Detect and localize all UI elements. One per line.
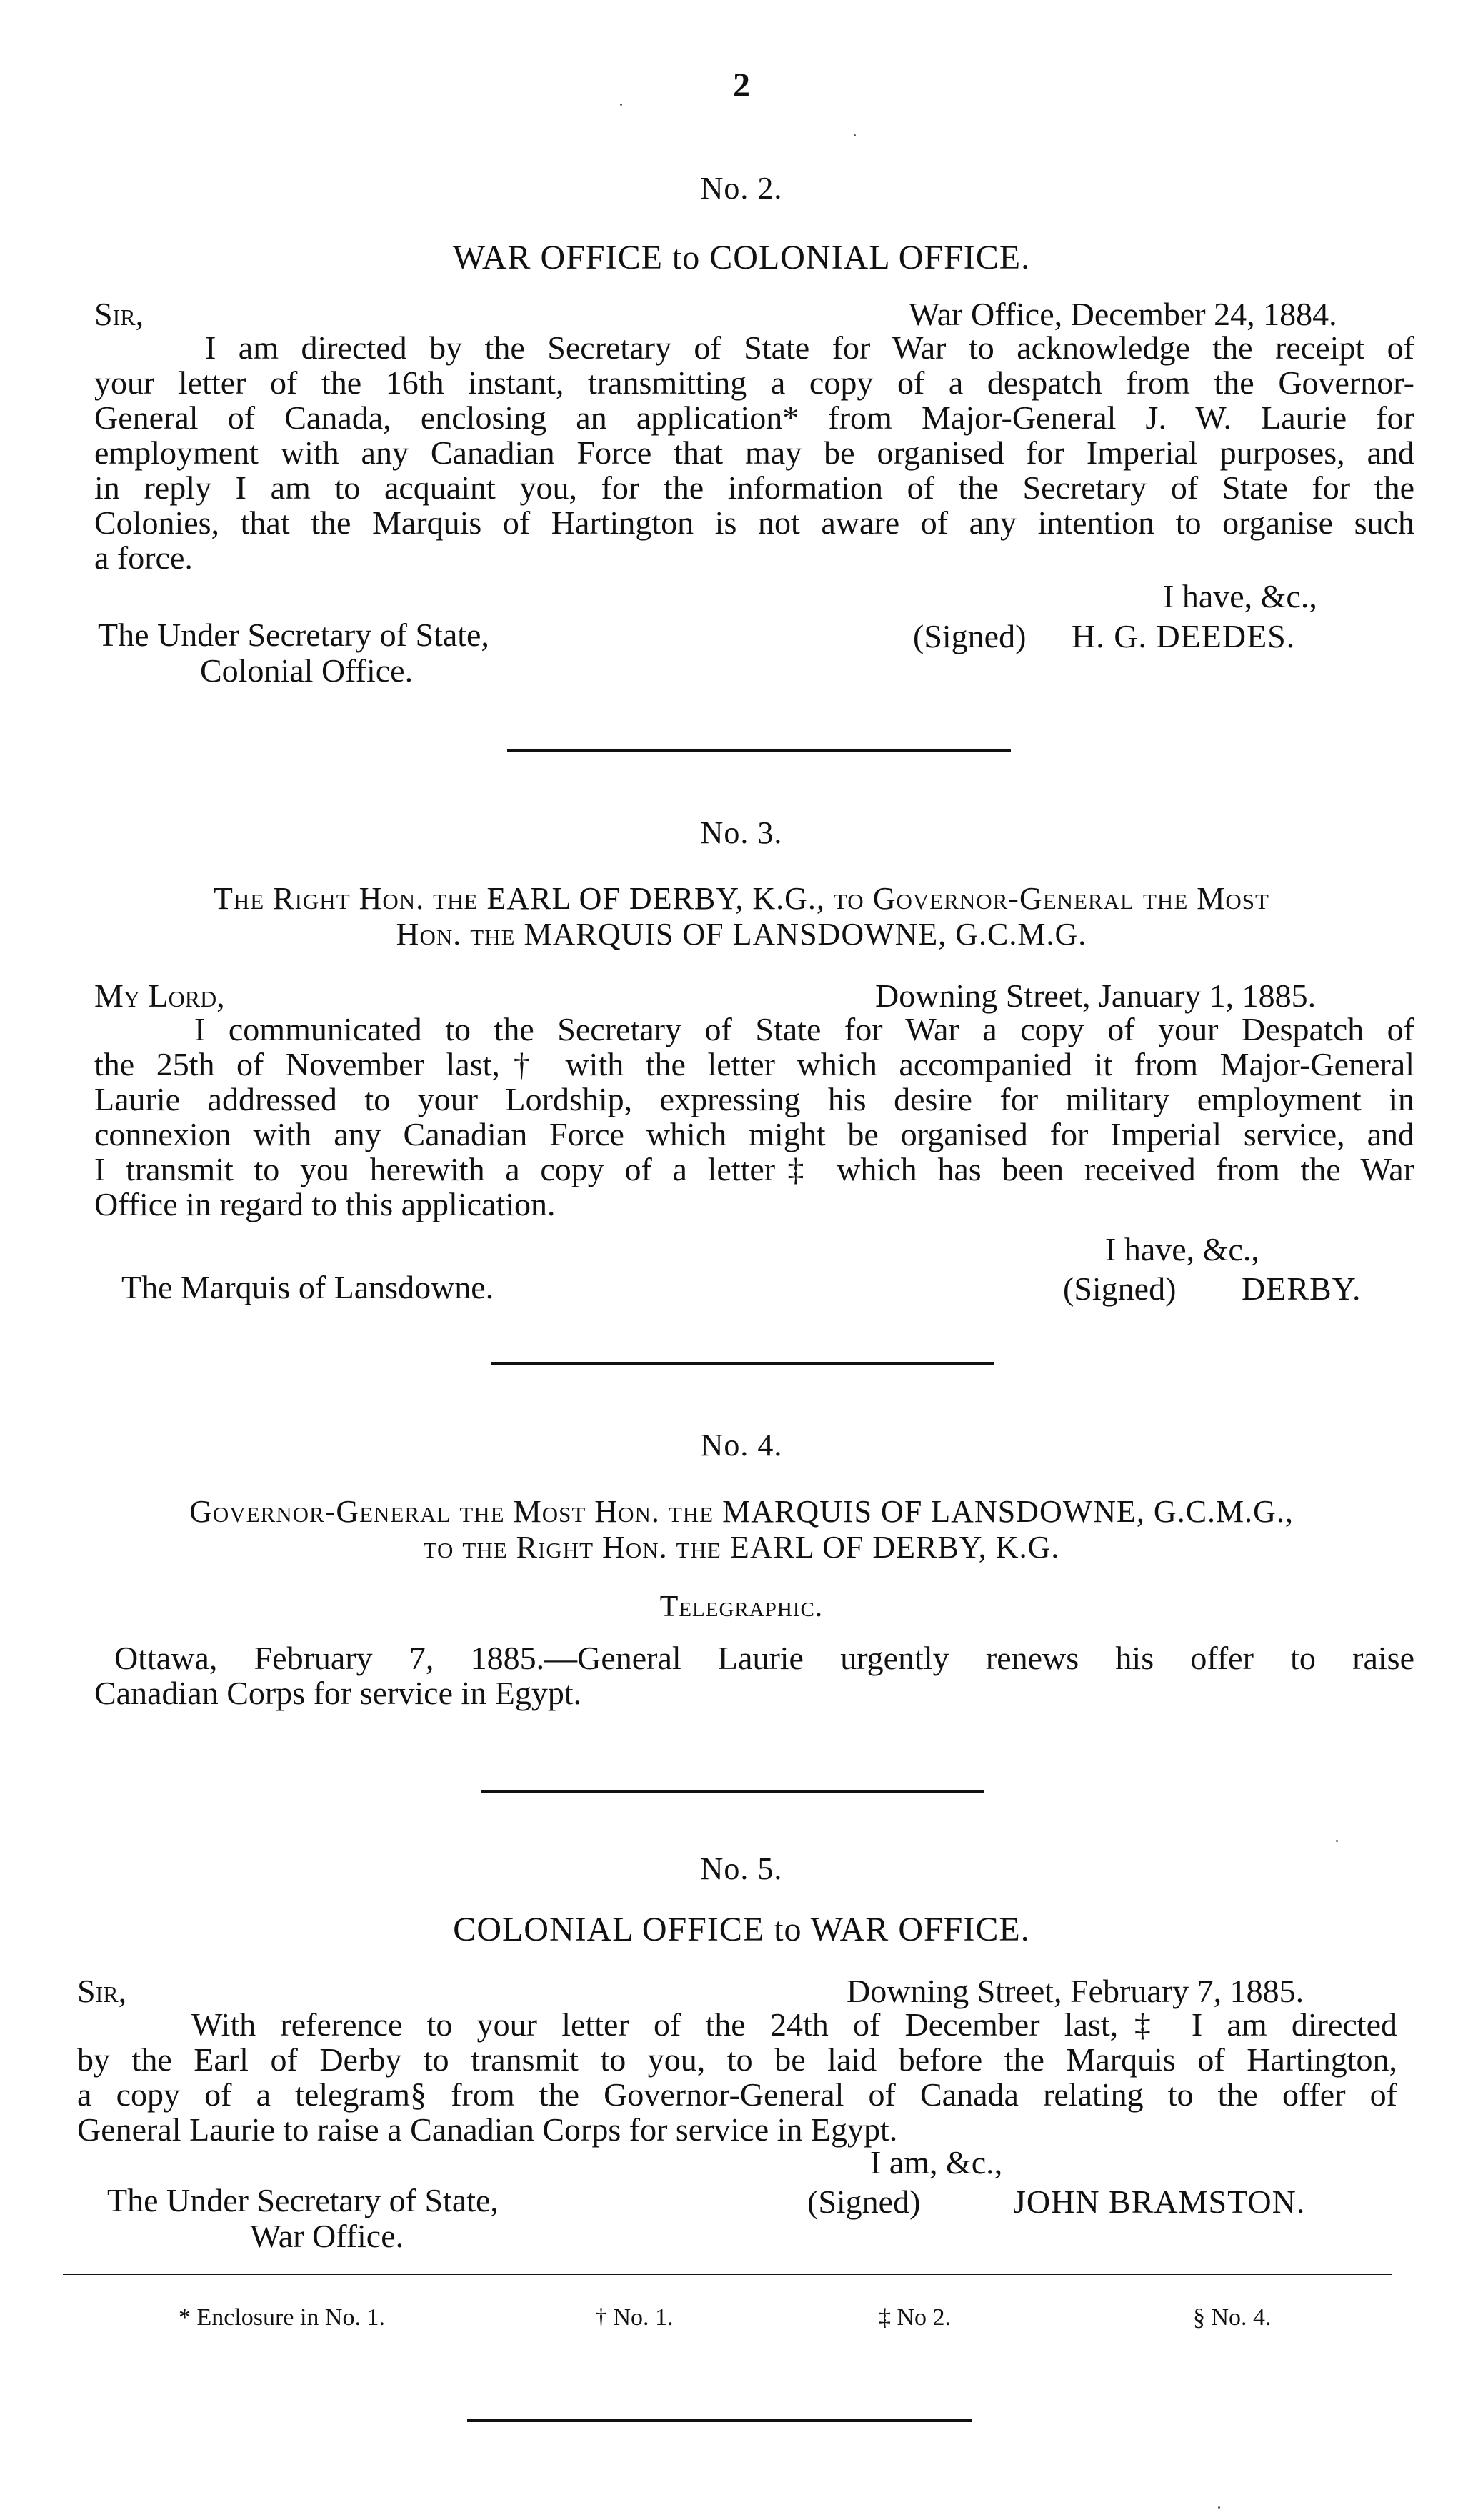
- section-heading: Hon. the MARQUIS OF LANSDOWNE, G.C.M.G.: [396, 917, 1087, 952]
- telegraphic-subheading: Telegraphic.: [659, 1590, 824, 1623]
- scan-speck: [854, 134, 856, 136]
- body-line: With reference to your letter of the 24th of December last,‡ I am directed: [191, 2006, 1397, 2043]
- addressee-line: The Under Secretary of State,: [107, 2182, 499, 2218]
- footnote: § No. 4.: [1193, 2304, 1272, 2331]
- section-heading: to the Right Hon. the EARL OF DERBY, K.G.: [423, 1530, 1060, 1565]
- addressee-line: War Office.: [250, 2218, 404, 2254]
- salutation: My Lord,: [94, 977, 225, 1014]
- salutation: Sir,: [94, 296, 144, 332]
- section-divider: [481, 1790, 984, 1793]
- signed-label: (Signed): [1063, 1270, 1177, 1307]
- addressee-line: The Under Secretary of State,: [98, 617, 489, 653]
- scan-speck: [1336, 1840, 1338, 1842]
- letter-body: [94, 330, 1414, 575]
- body-line: I communicated to the Secretary of State for War a copy of your Despatch of: [194, 1011, 1414, 1047]
- closing: I have, &c.,: [1105, 1231, 1259, 1268]
- section-number: No. 4.: [700, 1428, 783, 1463]
- section-divider: [507, 749, 1011, 752]
- body-line: in reply I am to acquaint you, for the information of the Secretary of State for the: [94, 469, 1414, 506]
- section-number: No. 2.: [700, 171, 783, 206]
- body-line: employment with any Canadian Force that may be organised for Imperial purposes, and: [94, 434, 1414, 471]
- signed-label: (Signed): [913, 618, 1027, 654]
- scan-speck: [620, 104, 622, 106]
- section-number: No. 3.: [700, 815, 783, 850]
- body-line: Office in regard to this application.: [94, 1186, 556, 1222]
- body-line: Laurie addressed to your Lordship, expressing his desire for military employment in: [94, 1081, 1414, 1117]
- closing: I have, &c.,: [1163, 578, 1317, 614]
- body-line: a force.: [94, 539, 193, 576]
- letter-body: [94, 1012, 1414, 1222]
- section-heading: Governor-General the Most Hon. the MARQUIS OF LANSDOWNE, G.C.M.G.,: [189, 1494, 1294, 1529]
- telegram-body: [94, 1640, 1414, 1710]
- addressee-line: The Marquis of Lansdowne.: [121, 1269, 494, 1305]
- body-line: your letter of the 16th instant, transmitting a copy of a despatch from the Governor-: [94, 364, 1414, 401]
- scan-speck: [1218, 2506, 1220, 2509]
- page-end-rule: [467, 2419, 972, 2422]
- section-heading: COLONIAL OFFICE to WAR OFFICE.: [453, 1911, 1030, 1948]
- body-line: Canadian Corps for service in Egypt.: [94, 1675, 582, 1711]
- section-heading: WAR OFFICE to COLONIAL OFFICE.: [452, 239, 1031, 277]
- footnote: ‡ No 2.: [879, 2304, 952, 2331]
- section-number: No. 5.: [700, 1851, 783, 1886]
- body-line: the 25th of November last,† with the letter which accompanied it from Major-General: [94, 1046, 1414, 1082]
- signatory: DERBY.: [1242, 1270, 1362, 1307]
- closing: I am, &c.,: [870, 2144, 1003, 2181]
- body-line: Colonies, that the Marquis of Hartington is not aware of any intention to organise such: [94, 504, 1414, 541]
- body-line: I transmit to you herewith a copy of a letter‡ which has been received from the War: [94, 1151, 1414, 1187]
- footnote: † No. 1.: [595, 2304, 674, 2331]
- dateline: Downing Street, January 1, 1885.: [875, 977, 1317, 1014]
- signatory: H. G. DEEDES.: [1072, 618, 1296, 654]
- body-line: connexion with any Canadian Force which might be organised for Imperial service, and: [94, 1116, 1414, 1152]
- dateline: War Office, December 24, 1884.: [909, 296, 1337, 332]
- letter-body: [77, 2007, 1397, 2147]
- body-line: Ottawa, February 7, 1885.—General Laurie urgently renews his offer to raise: [114, 1640, 1414, 1676]
- section-divider: [491, 1362, 994, 1365]
- addressee-line: Colonial Office.: [200, 652, 414, 689]
- body-line: by the Earl of Derby to transmit to you, to be laid before the Marquis of Hartington,: [77, 2041, 1397, 2078]
- salutation: Sir,: [77, 1973, 127, 2009]
- body-line: General of Canada, enclosing an application* from Major-General J. W. Laurie for: [94, 399, 1414, 436]
- signed-label: (Signed): [807, 2183, 921, 2220]
- footnote: * Enclosure in No. 1.: [179, 2304, 385, 2331]
- section-heading: The Right Hon. the EARL OF DERBY, K.G., to Governor-General the Most: [214, 881, 1269, 916]
- body-line: a copy of a telegram§ from the Governor-General of Canada relating to the offer of: [77, 2076, 1397, 2113]
- body-line: I am directed by the Secretary of State for War to acknowledge the receipt of: [205, 329, 1414, 366]
- body-line: General Laurie to raise a Canadian Corps for service in Egypt.: [77, 2111, 898, 2148]
- footnote-rule: [63, 2274, 1392, 2275]
- signatory: JOHN BRAMSTON.: [1013, 2183, 1306, 2220]
- page-number: 2: [733, 66, 750, 104]
- dateline: Downing Street, February 7, 1885.: [847, 1973, 1304, 2009]
